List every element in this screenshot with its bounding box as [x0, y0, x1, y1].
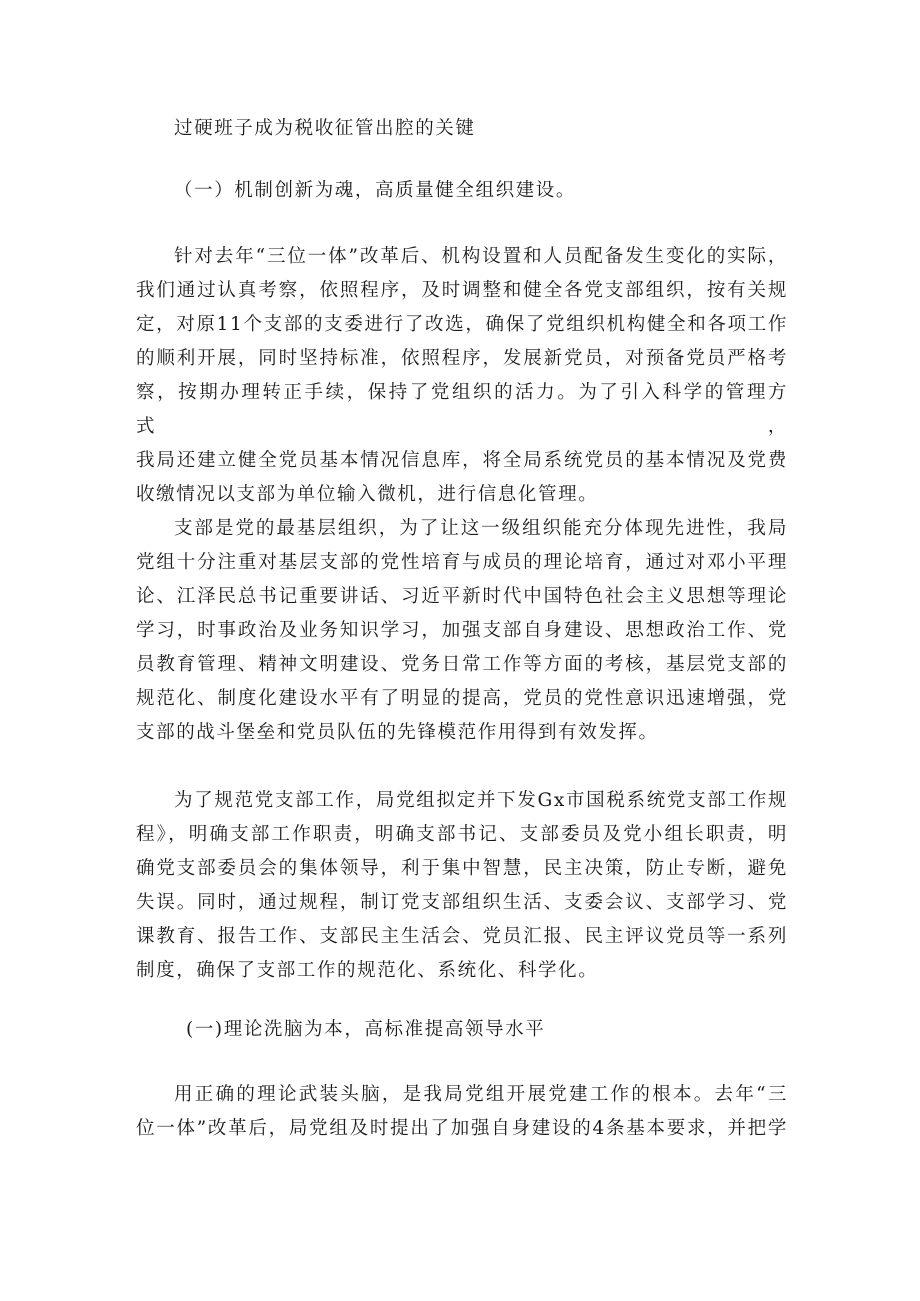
paragraph-line: 针对去年“三位一体”改革后、机构设置和人员配备发生变化的实际， [174, 246, 788, 267]
paragraph-branch [136, 512, 788, 750]
paragraph-line: 失误。同时，通过规程，制订党支部组织生活、支委会议、支部学习、党 [136, 892, 788, 913]
paragraph-line: 论、江泽民总书记重要讲话、习近平新时代中国特色社会主义思想等理论 [136, 586, 788, 607]
paragraph-organization [136, 240, 788, 512]
section-heading-theory: (一)理论洗脑为本，高标准提高领导水平 [186, 1019, 546, 1040]
paragraph-line: 察，按期办理转正手续，保持了党组织的活力。为了引入科学的管理方式， [136, 382, 788, 437]
paragraph-line: 支部是党的最基层组织，为了让这一级组织能充分体现先进性，我局 [174, 518, 788, 539]
paragraph-line: 我局还建立健全党员基本情况信息库，将全局系统党员的基本情况及党费 [136, 450, 788, 471]
paragraph-line: 用正确的理论武装头脑，是我局党组开展党建工作的根本。去年“三 [174, 1084, 788, 1105]
paragraph-line: 的顺利开展，同时坚持标准，依照程序，发展新党员，对预备党员严格考 [136, 348, 788, 369]
paragraph-line: 支部的战斗堡垒和党员队伍的先锋模范作用得到有效发挥。 [136, 722, 659, 743]
paragraph-line: 为了规范党支部工作，局党组拟定并下发Gx市国税系统党支部工作规 [174, 790, 788, 811]
paragraph-line: 制度，确保了支部工作的规范化、系统化、科学化。 [136, 960, 599, 981]
continuation-line: 过硬班子成为税收征管出腔的关键 [174, 118, 476, 139]
paragraph-line: 程》，明确支部工作职责，明确支部书记、支部委员及党小组长职责，明 [136, 824, 788, 845]
paragraph-line: 定，对原11个支部的支委进行了改选，确保了党组织机构健全和各项工作 [136, 314, 788, 335]
paragraph-line: 课教育、报告工作、支部民主生活会、党员汇报、民主评议党员等一系列 [136, 926, 788, 947]
paragraph-line: 学习，时事政治及业务知识学习，加强支部自身建设、思想政治工作、党 [136, 620, 788, 641]
paragraph-line: 收缴情况以支部为单位输入微机，进行信息化管理。 [136, 484, 599, 505]
paragraph-line: 位一体”改革后，局党组及时提出了加强自身建设的4条基本要求，并把学 [136, 1118, 788, 1139]
paragraph-line: 员教育管理、精神文明建设、党务日常工作等方面的考核，基层党支部的 [136, 654, 788, 675]
paragraph-theory [136, 1078, 788, 1146]
paragraph-rules [136, 784, 788, 988]
paragraph-line: 我们通过认真考察，依照程序，及时调整和健全各党支部组织，按有关规 [136, 280, 788, 301]
paragraph-line: 确党支部委员会的集体领导，利于集中智慧，民主决策，防止专断，避免 [136, 858, 788, 879]
section-heading-organization: （一）机制创新为魂，高质量健全组织建设。 [174, 180, 577, 201]
paragraph-line: 规范化、制度化建设水平有了明显的提高，党员的党性意识迅速增强，党 [136, 688, 788, 709]
paragraph-line: 党组十分注重对基层支部的党性培育与成员的理论培育，通过对邓小平理 [136, 552, 788, 573]
